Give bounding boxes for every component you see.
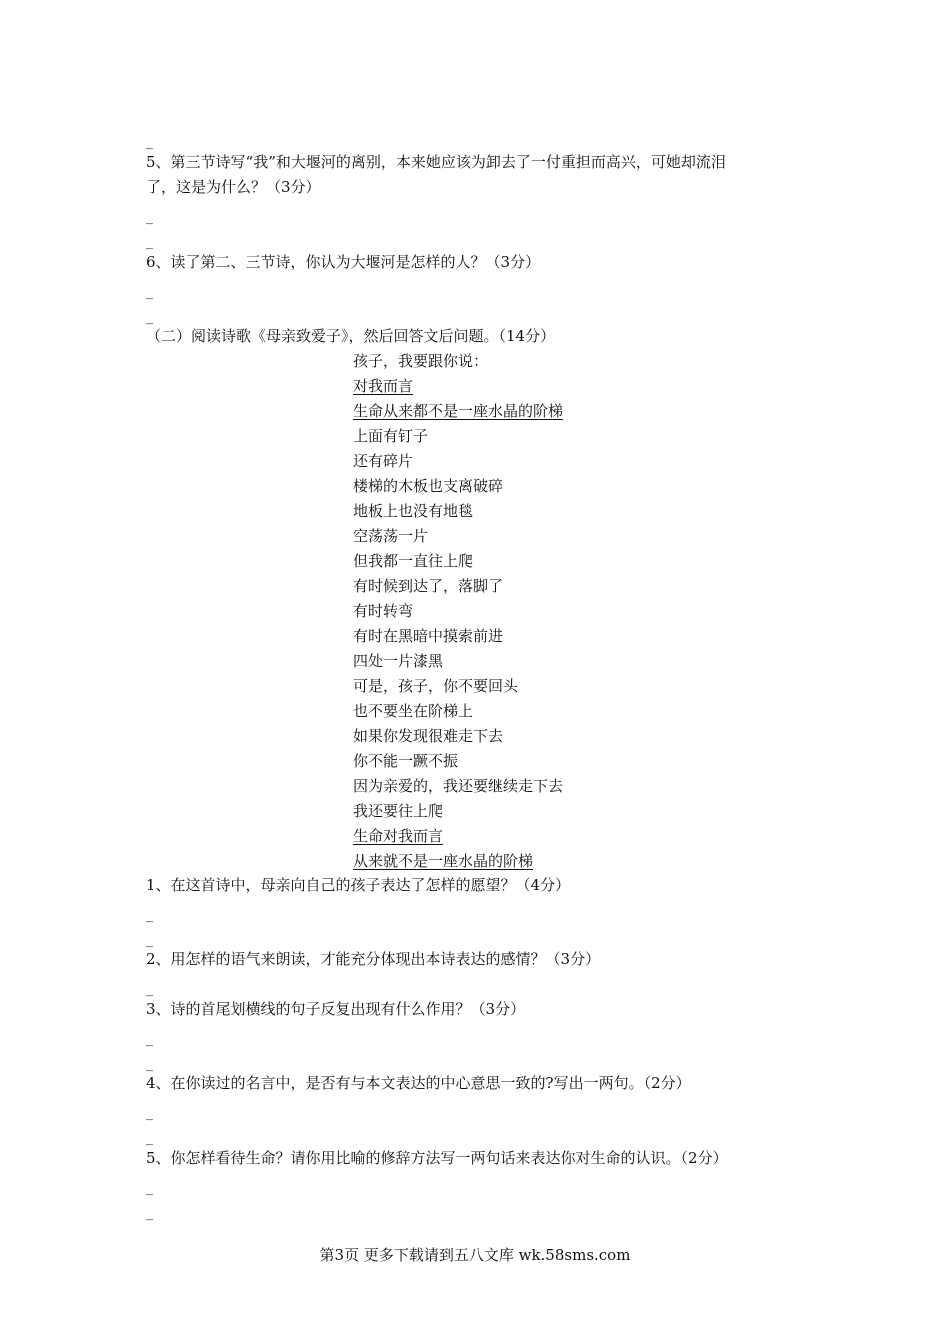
- answer-blank: _: [146, 284, 153, 300]
- poem-line: 楼梯的木板也支离破碎: [353, 477, 504, 495]
- poem-line: 你不能一蹶不振: [353, 752, 459, 770]
- question-2: 2、用怎样的语气来朗读，才能充分体现出本诗表达的感情？（3分）: [146, 950, 601, 968]
- poem-line-underlined: 从来就不是一座水晶的阶梯: [353, 852, 534, 870]
- poem-line-underlined: 生命对我而言: [353, 827, 444, 845]
- answer-blank: _: [146, 907, 153, 923]
- poem-line: 孩子，我要跟你说：: [353, 352, 489, 370]
- answer-blank: _: [146, 134, 153, 150]
- question-5-line-1: 5、第三节诗写“我”和大堰河的离别，本来她应该为卸去了一付重担而高兴，可她却流泪: [146, 153, 726, 171]
- poem-line: 有时转弯: [353, 602, 414, 620]
- answer-blank: _: [146, 981, 153, 997]
- poem-line: 还有碎片: [353, 452, 414, 470]
- answer-blank: _: [146, 1130, 153, 1146]
- question-3: 3、诗的首尾划横线的句子反复出现有什么作用？（3分）: [146, 1000, 526, 1018]
- question-4: 4、在你读过的名言中，是否有与本文表达的中心意思一致的?写出一两句。（2分）: [146, 1074, 691, 1092]
- answer-blank: _: [146, 1105, 153, 1121]
- answer-blank: _: [146, 1031, 153, 1047]
- question-1: 1、在这首诗中，母亲向自己的孩子表达了怎样的愿望？（4分）: [146, 876, 571, 894]
- poem-line-underlined: 对我而言: [353, 377, 414, 395]
- poem-line: 如果你发现很难走下去: [353, 727, 504, 745]
- answer-blank: _: [146, 209, 153, 225]
- poem-line: 上面有钉子: [353, 427, 429, 445]
- poem-line: 因为亲爱的，我还要继续走下去: [353, 777, 564, 795]
- page-footer: 第3页 更多下载请到五八文库 wk.58sms.com: [319, 1246, 631, 1264]
- question-5: 5、你怎样看待生命？请你用比喻的修辞方法写一两句话来表达你对生命的认识。（2分）: [146, 1149, 728, 1167]
- poem-line: 但我都一直往上爬: [353, 552, 474, 570]
- poem-line: 我还要往上爬: [353, 802, 444, 820]
- section-two-heading: （二）阅读诗歌《母亲致爱子》，然后回答文后问题。（14分）: [146, 327, 556, 345]
- answer-blank: _: [146, 932, 153, 948]
- poem-line: 有时在黑暗中摸索前进: [353, 627, 504, 645]
- question-6: 6、读了第二、三节诗，你认为大堰河是怎样的人？（3分）: [146, 253, 541, 271]
- poem-line: 有时候到达了，落脚了: [353, 577, 504, 595]
- poem-line: 四处一片漆黑: [353, 652, 444, 670]
- answer-blank: _: [146, 1056, 153, 1072]
- poem-line-underlined: 生命从来都不是一座水晶的阶梯: [353, 402, 564, 420]
- question-5-line-2: 了，这是为什么？（3分）: [146, 178, 321, 196]
- poem-line: 空荡荡一片: [353, 527, 429, 545]
- answer-blank: _: [146, 1205, 153, 1221]
- answer-blank: _: [146, 234, 153, 250]
- poem-line: 也不要坐在阶梯上: [353, 702, 474, 720]
- poem-line: 地板上也没有地毯: [353, 502, 474, 520]
- answer-blank: _: [146, 309, 153, 325]
- poem-line: 可是，孩子，你不要回头: [353, 677, 519, 695]
- answer-blank: _: [146, 1180, 153, 1196]
